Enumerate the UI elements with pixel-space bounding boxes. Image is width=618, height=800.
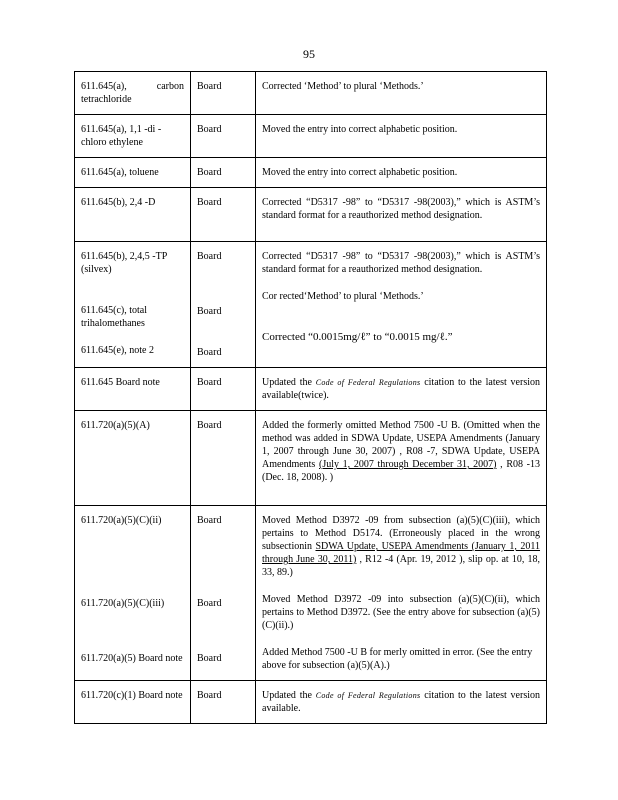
action-text: Corrected “D5317 -98” to “D5317 -98(2003),” which is ASTM’s standard format for a reauthorized method designation.: [262, 251, 540, 275]
source-cell: Board: [191, 158, 256, 188]
section-cell: 611.720(c)(1) Board note: [75, 681, 191, 724]
source-cell: Board: [191, 681, 256, 724]
source-text: Board: [197, 251, 222, 262]
source-text: Board: [197, 347, 222, 358]
action-cell-group: [256, 242, 547, 368]
section-cell: 611.645(a), toluene: [75, 158, 191, 188]
table-row: [75, 115, 547, 158]
section-text: 611.645(b), 2,4,5 -TP (silvex): [81, 251, 167, 275]
section-text: 611.720(a)(5)(C)(ii): [81, 515, 162, 526]
action-text: Moved Method D3972 -09 into subsection (a)(5)(C)(ii), which pertains to Method D3972. (See the entry above for subsection (a)(5)(C)(ii).): [262, 594, 540, 631]
section-cell: 611.645(b), 2,4 -D: [75, 188, 191, 242]
action-cell: Added the formerly omitted Method 7500 -U B. (Omitted when the method was added in SDWA Update, USEPA Amendments (January 1, 2007 through June 30, 2007) , R08 -7, SDWA Update, USEPA Amendments (July 1, 2007 through December 31, 2007) , R08 -13 (Dec. 18, 2008). ): [256, 411, 547, 506]
action-cell: Corrected ‘Method’ to plural ‘Methods.’: [256, 72, 547, 115]
action-cell-group: [256, 506, 547, 681]
source-cell: Board: [191, 368, 256, 411]
source-text: Board: [197, 598, 222, 609]
section-cell: 611.645(a), 1,1 -di - chloro ethylene: [75, 115, 191, 158]
section-text: 611.645(e), note 2: [81, 345, 154, 356]
source-cell: Board: [191, 115, 256, 158]
page-number: 95: [303, 47, 315, 61]
cfr-italic: Code of Federal Regulations: [315, 691, 421, 700]
source-text: Board: [197, 515, 222, 526]
underlined-citation: SDWA Update, USEPA Amendments (January 1, 2011 through June 30, 2011): [262, 541, 541, 565]
source-cell: Board: [191, 188, 256, 242]
action-text: Moved Method D3972 -09 from subsection (a)(5)(C)(iii), which pertains to Method D5174. (Erroneously placed in the wrong subsectionin SDWA Update, USEPA Amendments (January 1, 2011 through June 30, 2011) , R12 -4 (Apr. 19, 2012 ), slip op. at 10, 18, 33, 89.): [262, 515, 541, 578]
section-cell: 611.645 Board note: [75, 368, 191, 411]
section-cell-group: [75, 242, 191, 368]
action-text: Added Method 7500 -U B for merly omitted in error. (See the entry above for subsection (a)(5)(A).): [262, 647, 533, 671]
source-cell-group: [191, 242, 256, 368]
table-row: [75, 188, 547, 242]
table-row: [75, 411, 547, 506]
cfr-italic: Code of Federal Regulations: [315, 378, 421, 387]
table-row: [75, 72, 547, 115]
section-text: 611.720(a)(5) Board note: [81, 653, 183, 664]
table-row-group: [75, 506, 547, 681]
underlined-citation: (July 1, 2007 through December 31, 2007): [319, 459, 497, 470]
source-cell: Board: [191, 411, 256, 506]
action-text: Corrected “0.0015mg/ℓ” to “0.0015 mg/ℓ.”: [262, 331, 453, 343]
section-cell: 611.645(a), carbon tetrachloride: [75, 72, 191, 115]
section-text: 611.645(c), total trihalomethanes: [81, 305, 148, 329]
action-cell: Updated the Code of Federal Regulations citation to the latest version available.: [256, 681, 547, 724]
table-row: [75, 368, 547, 411]
source-cell-group: [191, 506, 256, 681]
action-cell: Updated the Code of Federal Regulations citation to the latest version available(twice).: [256, 368, 547, 411]
section-cell-group: [75, 506, 191, 681]
table-row: [75, 158, 547, 188]
action-cell: Moved the entry into correct alphabetic position.: [256, 115, 547, 158]
source-cell: Board: [191, 72, 256, 115]
table-row: [75, 681, 547, 724]
amendments-table: [74, 71, 547, 724]
action-cell: Moved the entry into correct alphabetic position.: [256, 158, 547, 188]
section-text: 611.720(a)(5)(C)(iii): [81, 598, 165, 609]
source-text: Board: [197, 653, 222, 664]
table-row-group: [75, 242, 547, 368]
section-cell: 611.720(a)(5)(A): [75, 411, 191, 506]
source-text: Board: [197, 306, 222, 317]
action-text: Cor rected‘Method’ to plural ‘Methods.’: [262, 291, 424, 302]
action-cell: Corrected “D5317 -98” to “D5317 -98(2003),” which is ASTM’s standard format for a reauthorized method designation.: [256, 188, 547, 242]
